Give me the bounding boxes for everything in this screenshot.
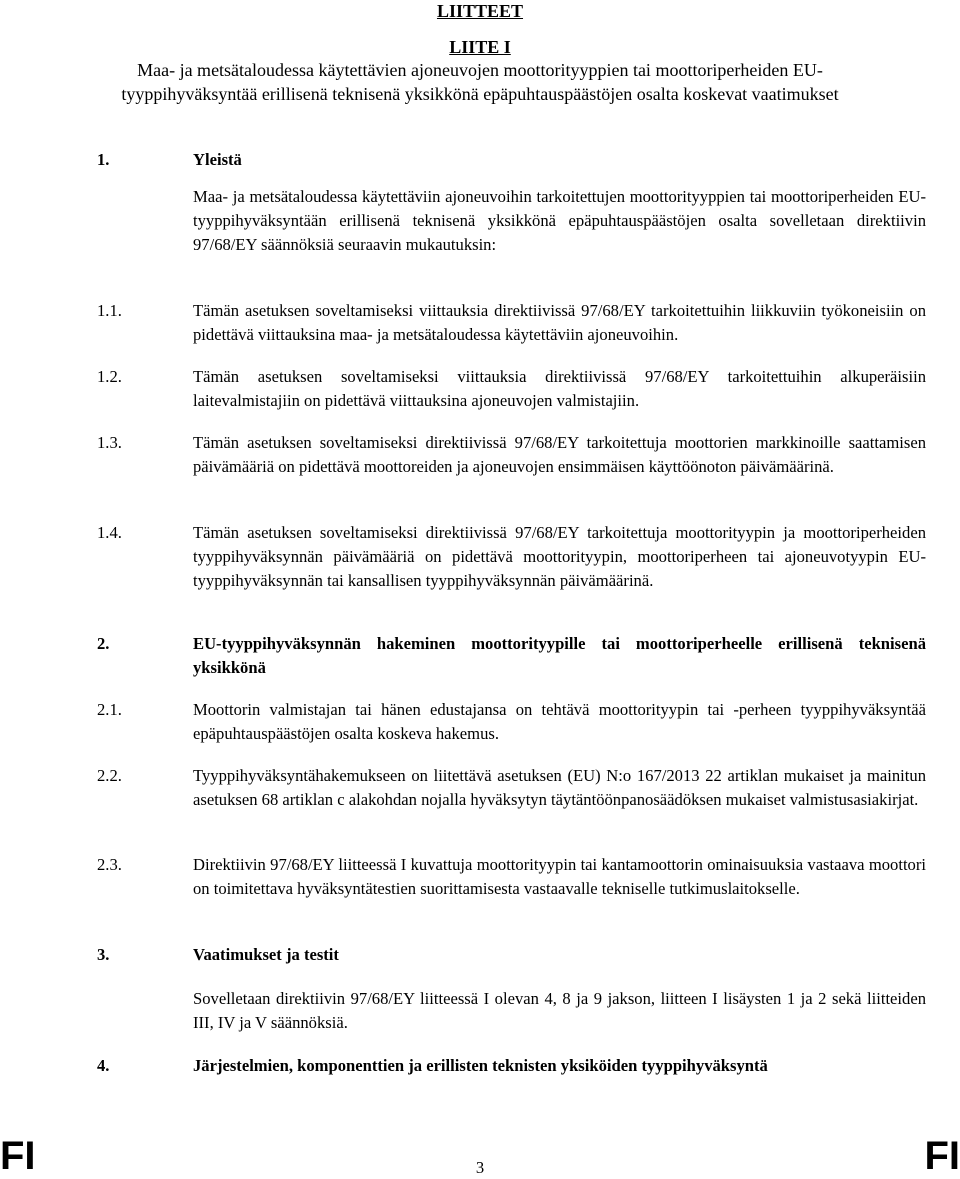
section-intro: Sovelletaan direktiivin 97/68/EY liitteessä I olevan 4, 8 ja 9 jakson, liitteen I lisäysten 1 ja 2 sekä liitteiden III, IV ja V säännöksiä. [193, 989, 926, 1032]
item-number: 2.1. [97, 700, 122, 719]
section-intro: Maa- ja metsätaloudessa käytettäviin ajoneuvoihin tarkoitettujen moottorityyppien tai moottoriperheiden EU-tyyppihyväksyntään erillisenä teknisenä yksikkönä epäpuhtauspäästöjen osalta sovelletaan direktiivin 97/68/EY säännöksiä seuraavin mukautuksin: [193, 187, 926, 254]
section-title: Vaatimukset ja testit [193, 945, 339, 964]
annexes-heading: LIITTEET [436, 1, 524, 21]
footer-language-right: FI [924, 1134, 960, 1178]
item-text: Tämän asetuksen soveltamiseksi direktiivissä 97/68/EY tarkoitettuja moottorien markkinoille saattamisen päivämääriä on pidettävä moottoreiden ja ajoneuvojen ensimmäisen käyttöönoton päivämäärinä. [193, 433, 926, 476]
item-number: 1.4. [97, 523, 122, 542]
item-number: 1.1. [97, 301, 122, 320]
annex-description: Maa- ja metsätaloudessa käytettävien ajoneuvojen moottorityyppien tai moottoriperheiden EU-tyyppihyväksyntää erillisenä teknisenä yksikkönä epäpuhtauspäästöjen osalta koskevat vaatimukset [121, 60, 839, 104]
item-text: Direktiivin 97/68/EY liitteessä I kuvattuja moottorityypin tai kantamoottorin ominaisuuksia vastaava moottori on toimitettava hyväksyntätestien suorittamisesta vastaavalle tekniselle tutkimuslaitokselle. [193, 855, 926, 898]
item-number: 1.3. [97, 433, 122, 452]
item-text: Tyyppihyväksyntähakemukseen on liitettävä asetuksen (EU) N:o 167/2013 22 artiklan mukaiset ja mainitun asetuksen 68 artiklan c alakohdan nojalla hyväksytyn täytäntöönpanosäädöksen mukaiset valmistusasiakirjat. [193, 766, 926, 809]
footer-language-left: FI [0, 1134, 36, 1178]
page-number: 3 [475, 1158, 485, 1177]
section-number: 4. [97, 1056, 110, 1075]
section-title: EU-tyyppihyväksynnän hakeminen moottorityypille tai moottoriperheelle erillisenä teknisenä yksikkönä [193, 634, 926, 677]
section-number: 3. [97, 945, 110, 964]
section-title: Yleistä [193, 150, 242, 169]
item-text: Tämän asetuksen soveltamiseksi direktiivissä 97/68/EY tarkoitettuja moottorityypin ja moottoriperheiden tyyppihyväksynnän päivämääriä on pidettävä moottorityypin, moottoriperheen tai ajoneuvotyypin EU-tyyppihyväksynnän tai kansallisen tyyppihyväksynnän päivämäärinä. [193, 523, 926, 590]
item-text: Tämän asetuksen soveltamiseksi viittauksia direktiivissä 97/68/EY tarkoitettuihin alkuperäisiin laitevalmistajiin on pidettävä viittauksina ajoneuvojen valmistajiin. [193, 367, 926, 410]
section-number: 2. [97, 634, 110, 653]
item-number: 2.2. [97, 766, 122, 785]
item-number: 2.3. [97, 855, 122, 874]
item-text: Moottorin valmistajan tai hänen edustajansa on tehtävä moottorityypin tai -perheen tyyppihyväksyntää epäpuhtauspäästöjen osalta koskeva hakemus. [193, 700, 926, 743]
item-text: Tämän asetuksen soveltamiseksi viittauksia direktiivissä 97/68/EY tarkoitettuihin liikkuviin työkoneisiin on pidettävä viittauksina maa- ja metsätaloudessa käytettäviin ajoneuvoihin. [193, 301, 926, 344]
item-number: 1.2. [97, 367, 122, 386]
annex-title: LIITE I [449, 37, 511, 57]
section-title: Järjestelmien, komponenttien ja erillisten teknisten yksiköiden tyyppihyväksyntä [193, 1056, 768, 1075]
section-number: 1. [97, 150, 110, 169]
